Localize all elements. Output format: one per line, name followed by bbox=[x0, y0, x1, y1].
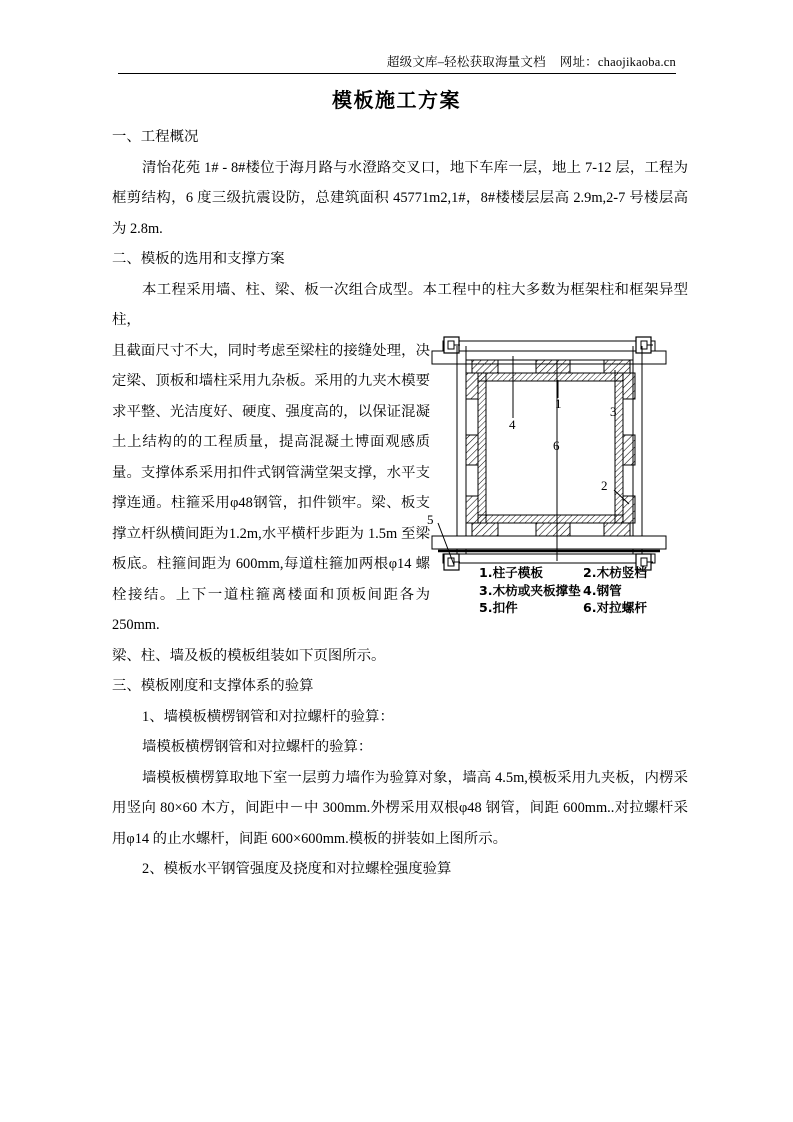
legend-item-1-num: 1. bbox=[479, 565, 493, 580]
section-1-heading: 一、工程概况 bbox=[112, 129, 199, 145]
diagram-geometry bbox=[432, 337, 666, 570]
section-2-body-first: 本工程采用墙、柱、梁、板一次组合成型。本工程中的柱大多数为框架柱和框架异型柱， bbox=[112, 281, 688, 328]
header-site: 网址：chaojikaoba.cn bbox=[559, 55, 676, 69]
legend-item-6 bbox=[583, 599, 679, 617]
legend-item-6-num: 6. bbox=[583, 600, 597, 615]
column-formwork-diagram bbox=[424, 318, 676, 628]
legend-item-1 bbox=[479, 564, 583, 582]
legend-item-4-num: 4. bbox=[583, 582, 597, 598]
legend-item-5 bbox=[479, 599, 583, 617]
callout-2: 2 bbox=[601, 478, 608, 493]
legend-item-1-label: 柱子模板 bbox=[492, 565, 543, 580]
legend-item-2-label: 木枋竖档 bbox=[596, 565, 647, 580]
section-2-body-tail: 梁、柱、墙及板的模板组装如下页图所示。 bbox=[112, 647, 386, 664]
section-3-item-2: 2、模板水平钢管强度及挠度和对拉螺栓强度验算 bbox=[142, 861, 452, 877]
legend-item-3-label: 木枋或夹板撑垫 bbox=[492, 582, 581, 598]
callout-5: 5 bbox=[427, 512, 434, 527]
section-3-heading: 三、模板刚度和支撑体系的验算 bbox=[112, 678, 314, 694]
legend-row-1 bbox=[479, 564, 679, 582]
timber-battens bbox=[466, 360, 635, 536]
page-title: 模板施工方案 bbox=[332, 90, 461, 112]
callout-4: 4 bbox=[509, 417, 516, 432]
section-2-body-wrapped: 且截面尺寸不大，同时考虑至梁柱的接缝处理，决定梁、顶板和墙柱采用九杂板。采用的九夹木模要求平整、光洁度好、硬度、强度高的，以保证混凝土上结构的的工程质量，提高混凝土博面观感质量。支撑体系采用扣件式钢管满堂架支撑，水平支撑连通。柱箍采用φ48钢管，扣件锁牢。梁、板支撑立杆纵横间距为1.2m,水平横杆步距为 1.5m 至梁板底。柱箍间距为 600mm,每道柱箍加两根φ14 螺栓接结。上下一道柱箍离楼面和顶板间距各为 250mm. bbox=[112, 342, 430, 633]
legend-item-3-num: 3. bbox=[479, 582, 493, 598]
legend-item-6-label: 对拉螺杆 bbox=[596, 600, 647, 615]
formwork-panel bbox=[478, 373, 623, 523]
header-brand: 超级文库–轻松获取海量文档 bbox=[386, 55, 546, 69]
legend-item-5-label: 扣件 bbox=[492, 600, 518, 615]
page-header bbox=[118, 54, 676, 74]
figure-legend bbox=[479, 564, 679, 617]
legend-item-4-label: 钢管 bbox=[596, 582, 622, 598]
callout-6: 6 bbox=[553, 438, 560, 453]
callout-3: 3 bbox=[610, 404, 617, 419]
header-divider bbox=[118, 73, 676, 74]
header-text bbox=[118, 54, 676, 73]
legend-item-2 bbox=[583, 564, 679, 582]
bottom-steel-pipes bbox=[432, 536, 666, 563]
legend-item-2-num: 2. bbox=[583, 565, 597, 580]
callout-numbers bbox=[427, 396, 617, 527]
section-2-heading: 二、模板的选用和支撑方案 bbox=[112, 251, 285, 267]
frame-edges bbox=[466, 360, 633, 536]
legend-item-3 bbox=[479, 582, 583, 600]
section-1-body: 清怡花苑 1# - 8#楼位于海月路与水澄路交叉口，地下车库一层，地上 7-12 层，工程为框剪结构，6 度三级抗震设防，总建筑面积 45771m2,1#，8#楼楼层层高 2.9m,2-7 号楼层高为 2.8m. bbox=[112, 159, 688, 237]
section-3-item-1: 1、墙模板横楞钢管和对拉螺杆的验算： bbox=[142, 708, 394, 725]
legend-row-2 bbox=[479, 582, 679, 600]
section-3-item-1-repeat: 墙模板横楞钢管和对拉螺杆的验算： bbox=[142, 739, 373, 755]
legend-item-4 bbox=[583, 582, 679, 600]
callout-1: 1 bbox=[555, 396, 562, 411]
section-3-item-1-body: 墙模板横楞算取地下室一层剪力墙作为验算对象，墙高 4.5m,模板采用九夹板，内楞采用竖向 80×60 木方，间距中－中 300mm.外楞采用双根φ48 钢管，间距 600mm..对拉螺杆采用φ14 的止水螺杆，间距 600×600mm.模板的拼装如上图所示。 bbox=[112, 769, 688, 847]
legend-row-3 bbox=[479, 599, 679, 617]
legend-item-5-num: 5. bbox=[479, 600, 493, 615]
